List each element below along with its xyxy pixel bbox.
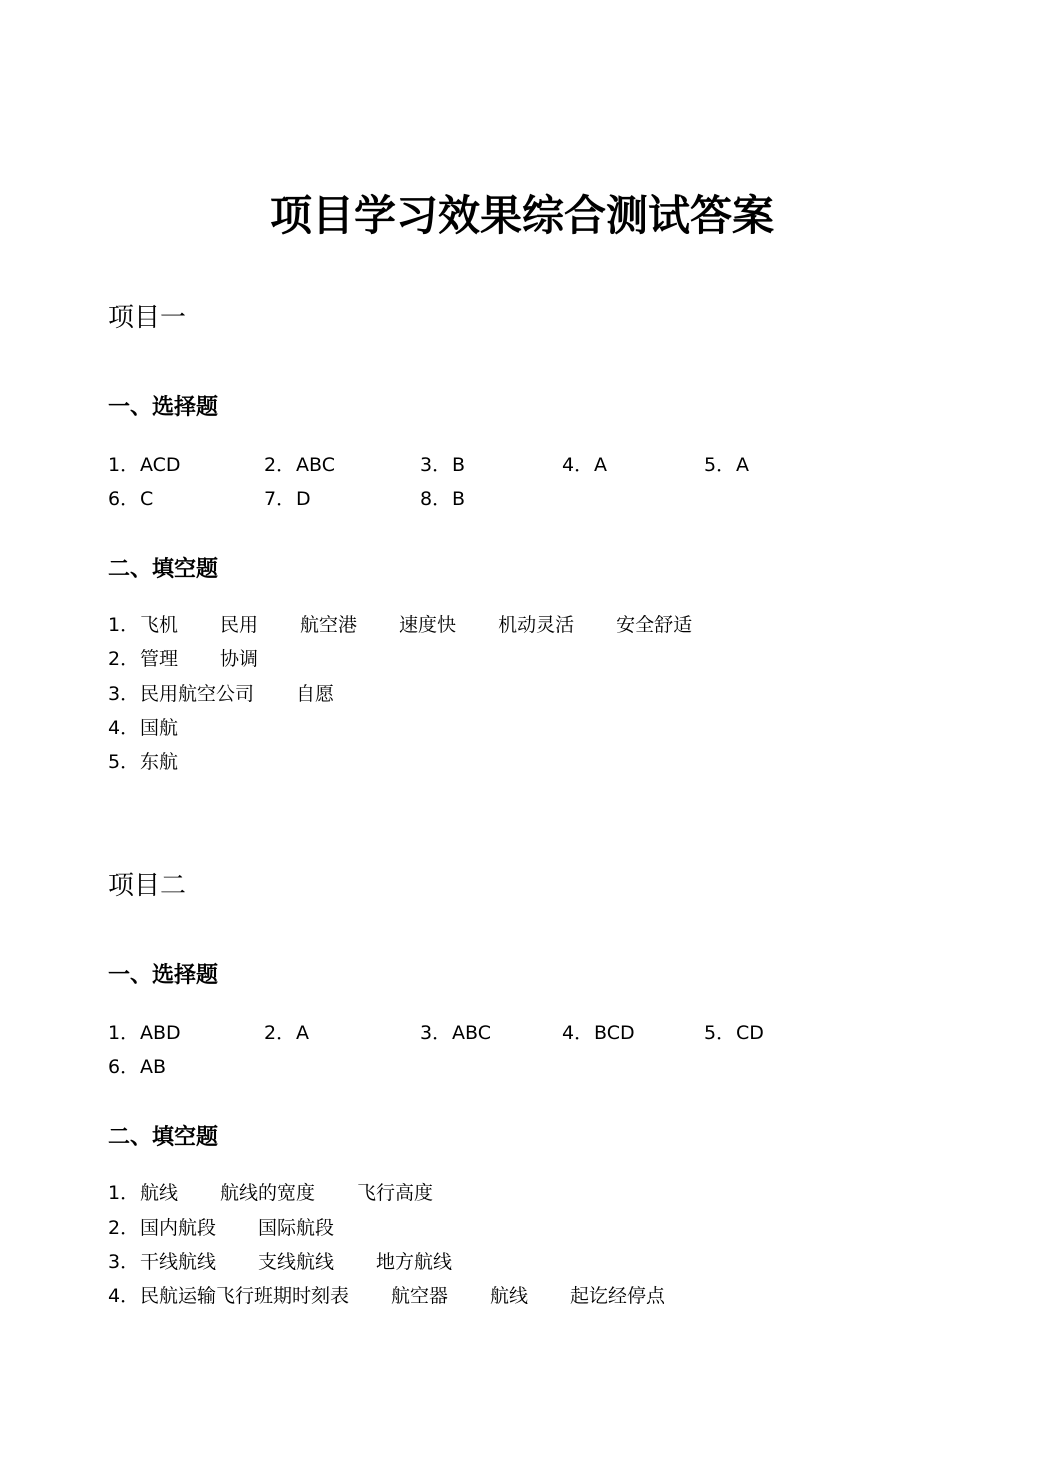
answer-text: ACD [140,454,181,476]
question-number: 6． [108,488,140,510]
question-number: 2． [264,454,296,476]
question-number: 3． [420,454,452,476]
answer-text: 国内航段 [140,1217,217,1239]
fill-answer-row [108,1178,1008,1208]
question-number: 5． [704,454,736,476]
answer-text: BCD [594,1022,635,1044]
question-number: 1． [108,1022,140,1044]
choice-answer [108,450,181,480]
question-number: 2． [108,648,140,670]
choice-answer [108,484,153,514]
answer-text: 民用航空公司 [140,683,255,705]
answer-text: 速度快 [399,614,457,636]
section-heading-fill: 二、填空题 [108,1125,219,1150]
answer-text: 地方航线 [376,1251,453,1273]
answer-text: 自愿 [296,683,335,705]
fill-answer-row [108,1281,1008,1311]
answer-text: 民用 [220,614,259,636]
answer-text: B [452,454,466,476]
answer-text: D [296,488,311,510]
fill-answer-row [108,1213,1008,1243]
answer-text: 国航 [140,717,179,739]
answer-text: 航线 [490,1285,529,1307]
project-heading: 项目二 [108,871,187,901]
choice-answer-row [108,450,1008,480]
answer-text: 航空器 [391,1285,449,1307]
answer-text: A [594,454,607,476]
answer-text: A [296,1022,309,1044]
choice-answer [264,450,335,480]
choice-answer [108,1018,181,1048]
section-heading-fill: 二、填空题 [108,557,219,582]
answer-text: 起讫经停点 [570,1285,666,1307]
answer-text: ABD [140,1022,181,1044]
choice-answer [420,450,465,480]
choice-answer [264,484,311,514]
document-title: 项目学习效果综合测试答案 [269,191,774,240]
answer-text: 航空港 [300,614,358,636]
answer-text: B [452,488,466,510]
question-number: 4． [562,1022,594,1044]
question-number: 7． [264,488,296,510]
choice-answer [704,450,749,480]
choice-answer [562,450,607,480]
answer-text: 东航 [140,751,179,773]
fill-answer-row [108,713,1008,743]
answer-text: A [736,454,749,476]
choice-answer [420,484,465,514]
question-number: 3． [420,1022,452,1044]
answer-text: 干线航线 [140,1251,217,1273]
choice-answer [562,1018,635,1048]
answer-text: ABC [452,1022,491,1044]
choice-answer [264,1018,309,1048]
answer-text: ABC [296,454,335,476]
question-number: 5． [108,751,140,773]
choice-answer [704,1018,764,1048]
answer-text: 航线 [140,1182,179,1204]
answer-text: 机动灵活 [498,614,575,636]
question-number: 1． [108,454,140,476]
fill-answer-row [108,610,1008,640]
section-heading-choice: 一、选择题 [108,395,219,420]
answer-text: AB [140,1056,167,1078]
fill-answer-row [108,747,1008,777]
question-number: 4． [562,454,594,476]
question-number: 8． [420,488,452,510]
answer-text: 安全舒适 [616,614,693,636]
fill-answer-row [108,679,1008,709]
answer-text: 支线航线 [258,1251,335,1273]
answer-text: 协调 [220,648,259,670]
question-number: 4． [108,717,140,739]
question-number: 3． [108,683,140,705]
choice-answer-row [108,484,1008,514]
fill-answer-row [108,1247,1008,1277]
answer-text: 国际航段 [258,1217,335,1239]
answer-text: 飞机 [140,614,179,636]
choice-answer-row [108,1052,1008,1082]
answer-text: CD [736,1022,764,1044]
choice-answer [420,1018,491,1048]
question-number: 5． [704,1022,736,1044]
choice-answer [108,1052,166,1082]
answer-text: 航线的宽度 [220,1182,316,1204]
section-heading-choice: 一、选择题 [108,963,219,988]
choice-answer-row [108,1018,1008,1048]
answer-text: 民航运输飞行班期时刻表 [140,1285,350,1307]
answer-text: 飞行高度 [357,1182,434,1204]
question-number: 4． [108,1285,140,1307]
question-number: 1． [108,1182,140,1204]
question-number: 2． [108,1217,140,1239]
answer-text: C [140,488,154,510]
fill-answer-row [108,644,1008,674]
question-number: 6． [108,1056,140,1078]
project-heading: 项目一 [108,303,187,333]
question-number: 2． [264,1022,296,1044]
question-number: 3． [108,1251,140,1273]
question-number: 1． [108,614,140,636]
answer-text: 管理 [140,648,179,670]
